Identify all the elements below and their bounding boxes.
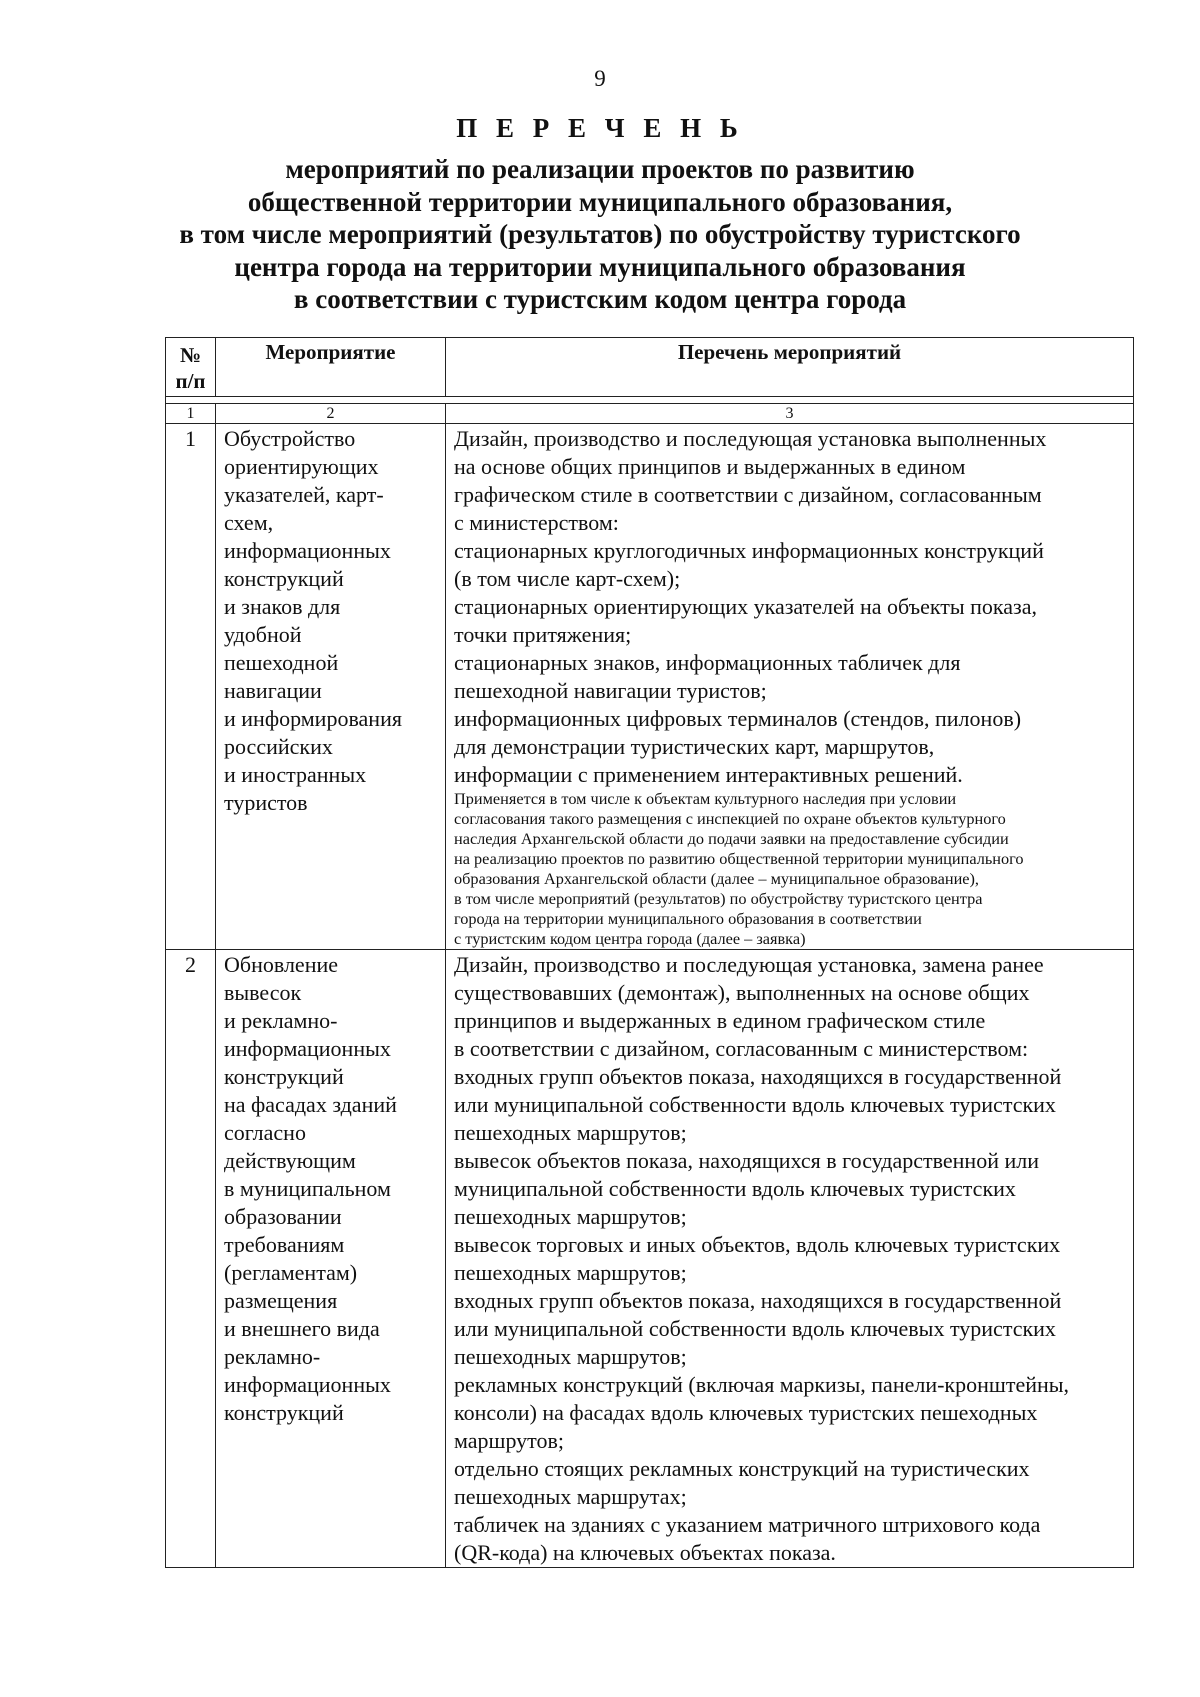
header-number [166,338,216,397]
header-number-line1: № [179,343,202,367]
event-name-line: на фасадах зданий [224,1092,397,1117]
description-line: входных групп объектов показа, находящихся в государственной [454,1064,1062,1089]
event-name-line: и информирования [224,706,402,731]
header-number-line2: п/п [175,369,206,393]
table-header-row [166,338,1134,397]
event-description-cell [446,424,1134,950]
event-name-line: информационных [224,1036,391,1061]
note-line: наследия Архангельской области до подачи заявки на предоставление субсидии [454,829,1009,848]
event-name-line: ориентирующих [224,454,379,479]
table-row [166,950,1134,1568]
description-line: существовавших (демонтаж), выполненных на основе общих [454,980,1030,1005]
note-line: Применяется в том числе к объектам культурного наследия при условии [454,789,957,808]
table-row [166,424,1134,950]
event-name-cell [216,950,446,1568]
row-number: 2 [166,950,216,1568]
description-note [454,789,1129,949]
description-line: пешеходных маршрутов; [454,1344,687,1369]
column-number: 3 [446,404,1134,424]
description-line: (QR-кода) на ключевых объектах показа. [454,1540,836,1565]
description-line: Дизайн, производство и последующая установка выполненных [454,426,1047,451]
event-name-cell [216,424,446,950]
description-line: пешеходных маршрутов; [454,1260,687,1285]
description-line: точки притяжения; [454,622,632,647]
description-line: в соответствии с дизайном, согласованным с министерством: [454,1036,1029,1061]
event-name-line: действующим [224,1148,356,1173]
subtitle-line: мероприятий по реализации проектов по развитию [285,154,915,184]
separator-cell [166,397,1134,404]
description-line: табличек на зданиях с указанием матричного штрихового кода [454,1512,1041,1537]
description-line: рекламных конструкций (включая маркизы, панели-кронштейны, [454,1372,1070,1397]
description-line: Дизайн, производство и последующая установка, замена ранее [454,952,1044,977]
description-line: пешеходной навигации туристов; [454,678,767,703]
event-name-line: указателей, карт- [224,482,384,507]
description-line: с министерством: [454,510,619,535]
event-name-line: Обустройство [224,426,356,451]
event-name-line: схем, [224,510,274,535]
event-name-line: и иностранных [224,762,367,787]
description-line: (в том числе карт-схем); [454,566,681,591]
description-line: маршрутов; [454,1428,565,1453]
event-name-line: требованиям [224,1232,345,1257]
description-line: графическом стиле в соответствии с дизайном, согласованным [454,482,1042,507]
note-line: в том числе мероприятий (результатов) по обустройству туристского центра [454,889,983,908]
subtitle-line: центра города на территории муниципального образования [234,251,966,282]
description-line: пешеходных маршрутов; [454,1120,687,1145]
description-line: отдельно стоящих рекламных конструкций на туристических [454,1456,1030,1481]
header-separator [166,397,1134,404]
description-line: информации с применением интерактивных решений. [454,762,963,787]
event-name-line: навигации [224,678,322,703]
event-name-line: Обновление [224,952,339,977]
header-event: Мероприятие [216,338,446,397]
description-line: вывесок торговых и иных объектов, вдоль ключевых туристских [454,1232,1061,1257]
event-name-line: рекламно- [224,1344,321,1369]
note-line: образования Архангельской области (далее – муниципальное образование), [454,869,980,888]
subtitle-line: общественной территории муниципального образования, [247,186,953,217]
event-name-line: в муниципальном [224,1176,391,1201]
subtitle-line: в том числе мероприятий (результатов) по обустройству туристского [179,219,1021,249]
description-line: информационных цифровых терминалов (стендов, пилонов) [454,706,1022,731]
description-line: вывесок объектов показа, находящихся в государственной или [454,1148,1039,1173]
event-name-line: туристов [224,790,308,815]
column-number-row [166,404,1134,424]
event-name-line: согласно [224,1120,306,1145]
description-line: или муниципальной собственности вдоль ключевых туристских [454,1316,1056,1341]
event-name-line: и рекламно- [224,1008,338,1033]
note-line: согласования такого размещения с инспекцией по охране объектов культурного [454,809,1006,828]
event-name-line: российских [224,734,333,759]
event-name-line: конструкций [224,566,344,591]
note-line: на реализацию проектов по развитию общественной территории муниципального [454,849,1024,868]
description-line: стационарных круглогодичных информационных конструкций [454,538,1044,563]
event-name-line: (регламентам) [224,1260,358,1285]
document-title: П Е Р Е Ч Е Н Ь [456,113,744,143]
description-line: пешеходных маршрутов; [454,1204,687,1229]
description-line: принципов и выдержанных в едином графическом стиле [454,1008,986,1033]
column-number: 2 [216,404,446,424]
note-line: города на территории муниципального образования в соответствии [454,909,922,928]
event-name-line: вывесок [224,980,302,1005]
event-name-line: и знаков для [224,594,341,619]
event-name-line: пешеходной [224,650,339,675]
event-name-line: информационных [224,538,391,563]
description-line: входных групп объектов показа, находящихся в государственной [454,1288,1062,1313]
note-line: с туристским кодом центра города (далее – заявка) [454,929,806,948]
description-line: для демонстрации туристических карт, маршрутов, [454,734,935,759]
description-line: или муниципальной собственности вдоль ключевых туристских [454,1092,1056,1117]
description-line: пешеходных маршрутах; [454,1484,687,1509]
event-name-line: конструкций [224,1064,344,1089]
event-name-line: размещения [224,1288,338,1313]
event-name-line: информационных [224,1372,391,1397]
description-line: стационарных знаков, информационных табличек для [454,650,961,675]
description-line: стационарных ориентирующих указателей на объекты показа, [454,594,1037,619]
description-line: на основе общих принципов и выдержанных в едином [454,454,966,479]
subtitle-line: в соответствии с туристским кодом центра города [293,284,907,314]
event-description-cell [446,950,1134,1568]
header-list: Перечень мероприятий [446,338,1134,397]
page-number: 9 [594,66,606,91]
event-name-line: образовании [224,1204,342,1229]
event-name-line: конструкций [224,1400,344,1425]
description-line: консоли) на фасадах вдоль ключевых туристских пешеходных [454,1400,1038,1425]
column-number: 1 [166,404,216,424]
event-name-line: удобной [224,622,302,647]
events-table [165,337,1134,1568]
event-name-line: и внешнего вида [224,1316,380,1341]
description-line: муниципальной собственности вдоль ключевых туристских [454,1176,1016,1201]
row-number: 1 [166,424,216,950]
document-subtitle [100,153,1100,316]
